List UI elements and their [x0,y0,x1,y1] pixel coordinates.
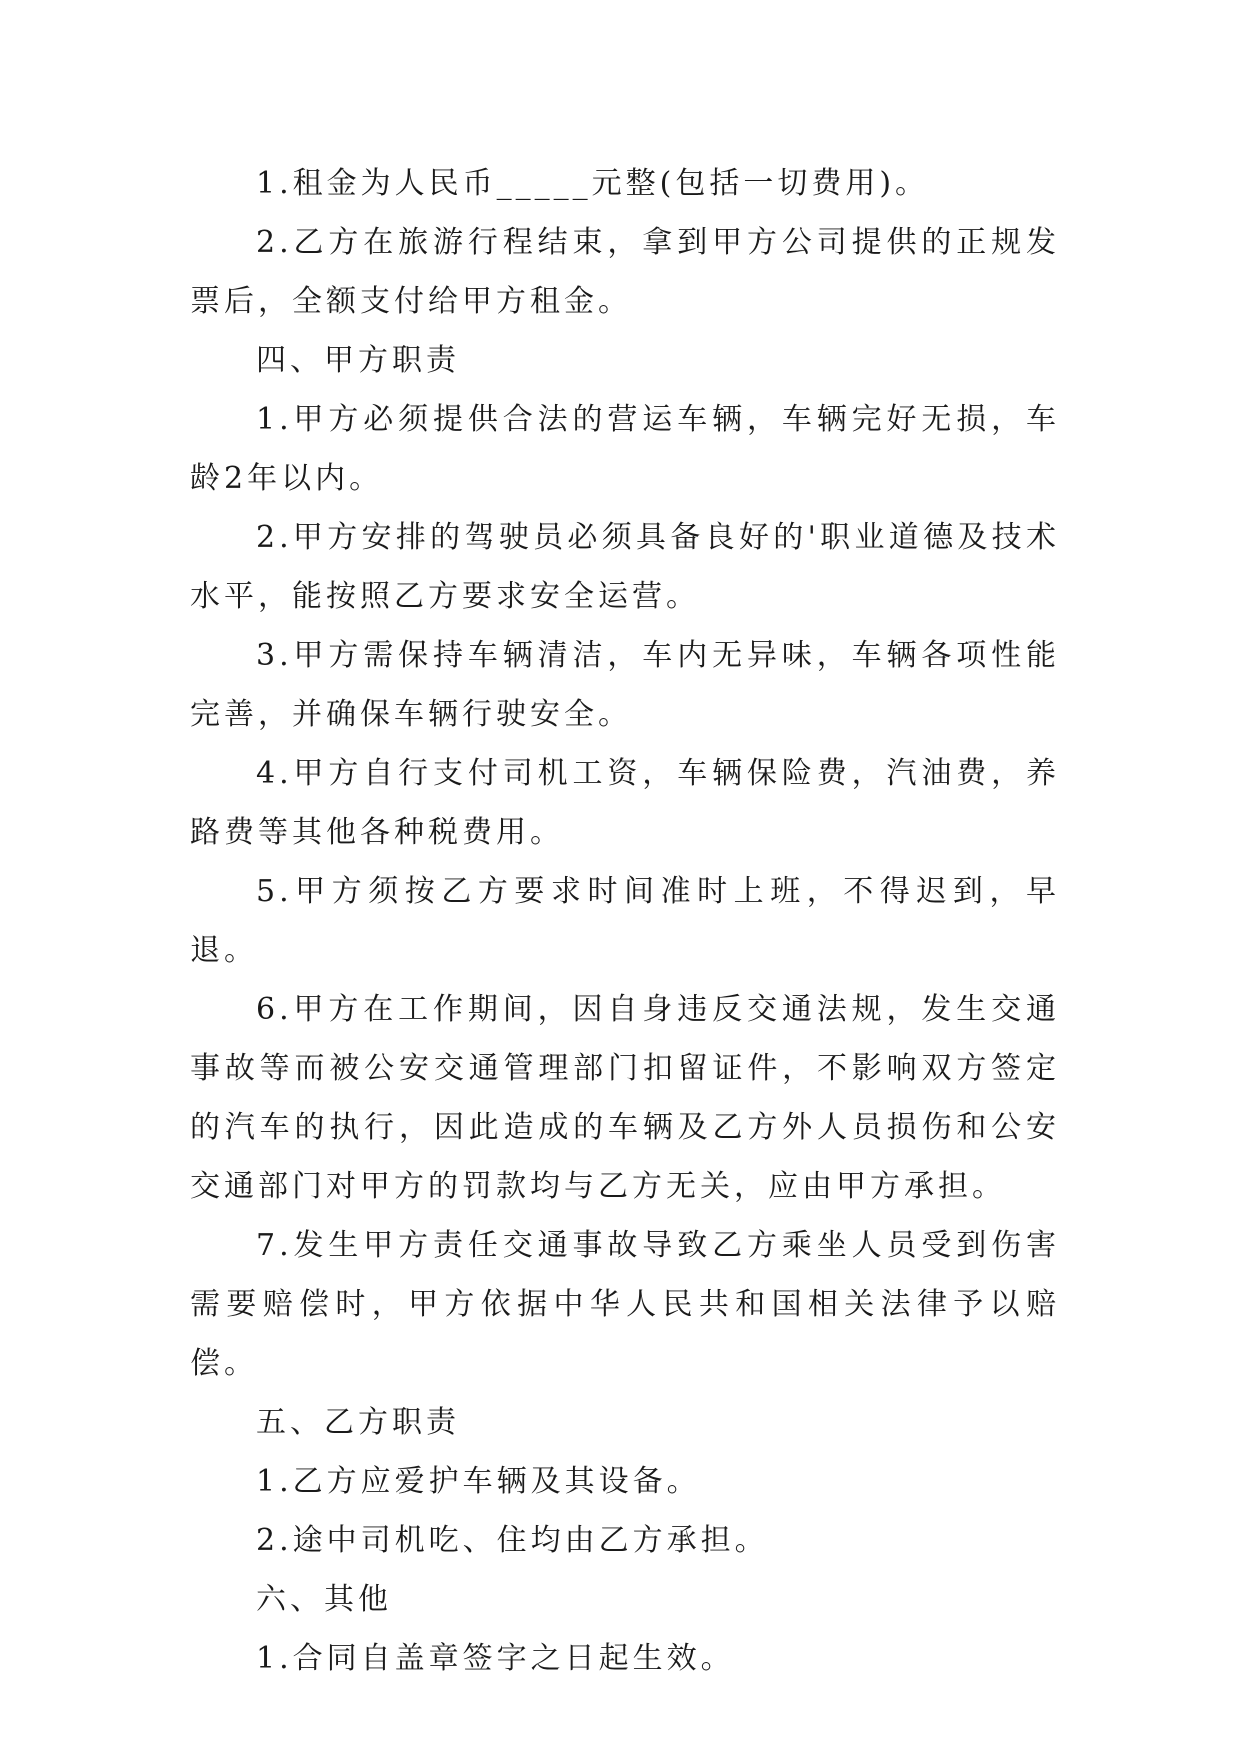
paragraph-party-a-duty-1: 1.甲方必须提供合法的营运车辆，车辆完好无损，车龄2年以内。 [190,402,1060,496]
document-body [190,154,1060,1688]
paragraph-other-1: 1.合同自盖章签字之日起生效。 [256,1641,735,1676]
paragraph-party-a-duty-2: 2.甲方安排的驾驶员必须具备良好的'职业道德及技术水平，能按照乙方要求安全运营。 [190,520,1060,614]
paragraph-party-a-duty-5: 5.甲方须按乙方要求时间准时上班，不得迟到，早退。 [190,874,1060,968]
paragraph-payment-terms: 2.乙方在旅游行程结束，拿到甲方公司提供的正规发票后，全额支付给甲方租金。 [190,225,1060,319]
paragraph-party-a-duty-7: 7.发生甲方责任交通事故导致乙方乘坐人员受到伤害需要赔偿时，甲方依据中华人民共和国相关法律予以赔偿。 [190,1228,1060,1381]
section-heading-party-b-duties: 五、乙方职责 [256,1405,460,1440]
section-heading-party-a-duties: 四、甲方职责 [256,343,460,378]
paragraph-rent-amount: 1.租金为人民币_____元整(包括一切费用)。 [256,166,930,201]
section-heading-other: 六、其他 [256,1582,392,1617]
paragraph-party-a-duty-3: 3.甲方需保持车辆清洁，车内无异味，车辆各项性能完善，并确保车辆行驶安全。 [190,638,1060,732]
paragraph-party-b-duty-1: 1.乙方应爱护车辆及其设备。 [256,1464,701,1499]
paragraph-party-a-duty-6: 6.甲方在工作期间，因自身违反交通法规，发生交通事故等而被公安交通管理部门扣留证件，不影响双方签定的汽车的执行，因此造成的车辆及乙方外人员损伤和公安交通部门对甲方的罚款均与乙方无关，应由甲方承担。 [190,992,1060,1204]
paragraph-party-a-duty-4: 4.甲方自行支付司机工资，车辆保险费，汽油费，养路费等其他各种税费用。 [190,756,1060,850]
paragraph-party-b-duty-2: 2.途中司机吃、住均由乙方承担。 [256,1523,769,1558]
